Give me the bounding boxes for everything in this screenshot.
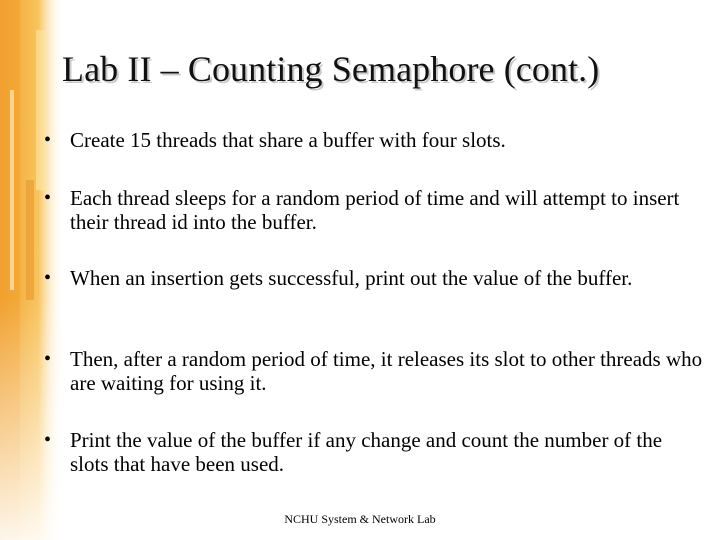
bullet-item (44, 266, 704, 290)
bullet-marker: • (44, 348, 52, 370)
bullet-item (44, 128, 704, 152)
bullet-item (44, 347, 704, 395)
bullet-text: When an insertion gets successful, print out the value of the buffer. (70, 266, 633, 290)
bullet-marker: • (44, 429, 52, 451)
slide-title: Lab II – Counting Semaphore (cont.) (62, 49, 600, 89)
bullet-text: Each thread sleeps for a random period of time and will attempt to insert their thread id into the buffer. (70, 186, 680, 234)
bullet-text: Create 15 threads that share a buffer with four slots. (70, 128, 506, 152)
bullet-text: Then, after a random period of time, it releases its slot to other threads who are waiting for using it. (70, 347, 703, 395)
bullet-marker: • (44, 129, 52, 151)
slide-footer: NCHU System & Network Lab (284, 512, 436, 526)
bullet-item (44, 428, 704, 476)
bullet-text: Print the value of the buffer if any change and count the number of the slots that have been used. (70, 428, 663, 476)
bullet-marker: • (44, 187, 52, 209)
bullet-marker: • (44, 267, 52, 289)
bullet-item (44, 186, 704, 234)
